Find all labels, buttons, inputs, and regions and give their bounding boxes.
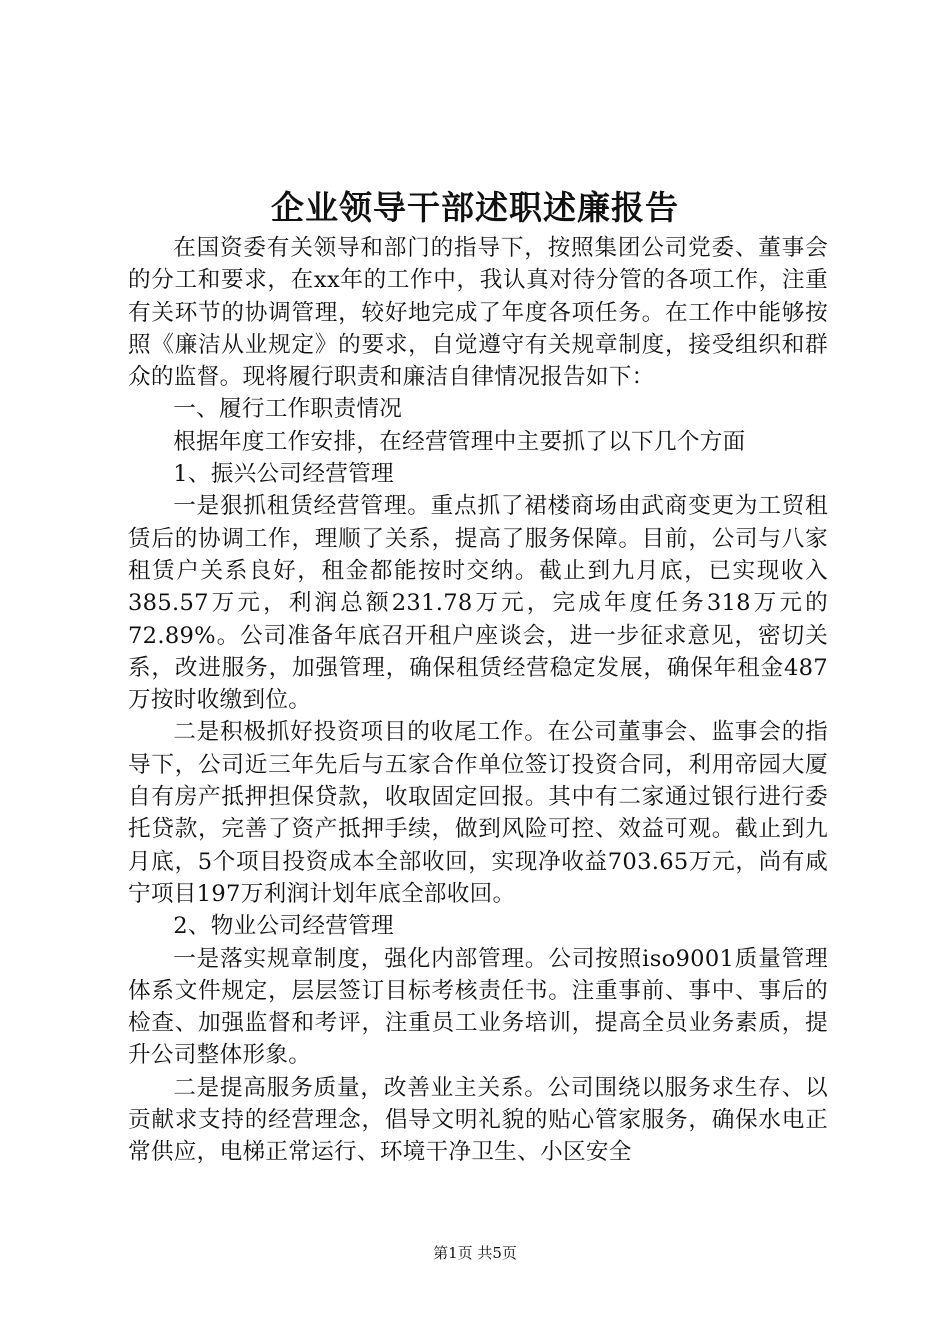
subsection-heading-property: 2、物业公司经营管理 bbox=[173, 913, 394, 940]
section-heading-duties: 一、履行工作职责情况 bbox=[173, 396, 403, 423]
paragraph-overview: 根据年度工作安排，在经营管理中主要抓了以下几个方面 bbox=[173, 428, 746, 455]
document-title: 企业领导干部述职述廉报告 bbox=[271, 188, 679, 227]
document-body bbox=[128, 232, 828, 1169]
paragraph-service: 二是提高服务质量，改善业主关系。公司围绕以服务求生存、以贡献求支持的经营理念，倡导文明礼貌的贴心管家服务，确保水电正常供应，电梯正常运行、环境干净卫生、小区安全 bbox=[128, 1074, 828, 1166]
paragraph-management: 一是落实规章制度，强化内部管理。公司按照iso9001质量管理体系文件规定，层层签订目标考核责任书。注重事前、事中、事后的检查、加强监督和考评，注重员工业务培训，提高全员业务素质，提升公司整体形象。 bbox=[128, 945, 828, 1069]
intro-paragraph: 在国资委有关领导和部门的指导下，按照集团公司党委、董事会的分工和要求，在xx年的工作中，我认真对待分管的各项工作，注重有关环节的协调管理，较好地完成了年度各项任务。在工作中能够按照《廉洁从业规定》的要求，自觉遵守有关规章制度，接受组织和群众的监督。现将履行职责和廉洁自律情况报告如下： bbox=[128, 235, 828, 391]
page-number-footer: 第1页 共5页 bbox=[433, 1244, 517, 1262]
paragraph-investment: 二是积极抓好投资项目的收尾工作。在公司董事会、监事会的指导下，公司近三年先后与五家合作单位签订投资合同，利用帝园大厦自有房产抵押担保贷款，收取固定回报。其中有二家通过银行进行委托贷款，完善了资产抵押手续，做到风险可控、效益可观。截止到九月底，5个项目投资成本全部收回，实现净收益703.65万元，尚有咸宁项目197万利润计划年底全部收回。 bbox=[128, 719, 828, 907]
paragraph-leasing: 一是狠抓租赁经营管理。重点抓了裙楼商场由武商变更为工贸租赁后的协调工作，理顺了关系，提高了服务保障。目前，公司与八家租赁户关系良好，租金都能按时交纳。截止到九月底，已实现收入385.57万元，利润总额231.78万元，完成年度任务318万元的72.89%。公司准备年底召开租户座谈会，进一步征求意见，密切关系，改进服务，加强管理，确保租赁经营稳定发展，确保年租金487万按时收缴到位。 bbox=[128, 493, 828, 714]
subsection-heading-company: 1、振兴公司经营管理 bbox=[173, 461, 394, 488]
